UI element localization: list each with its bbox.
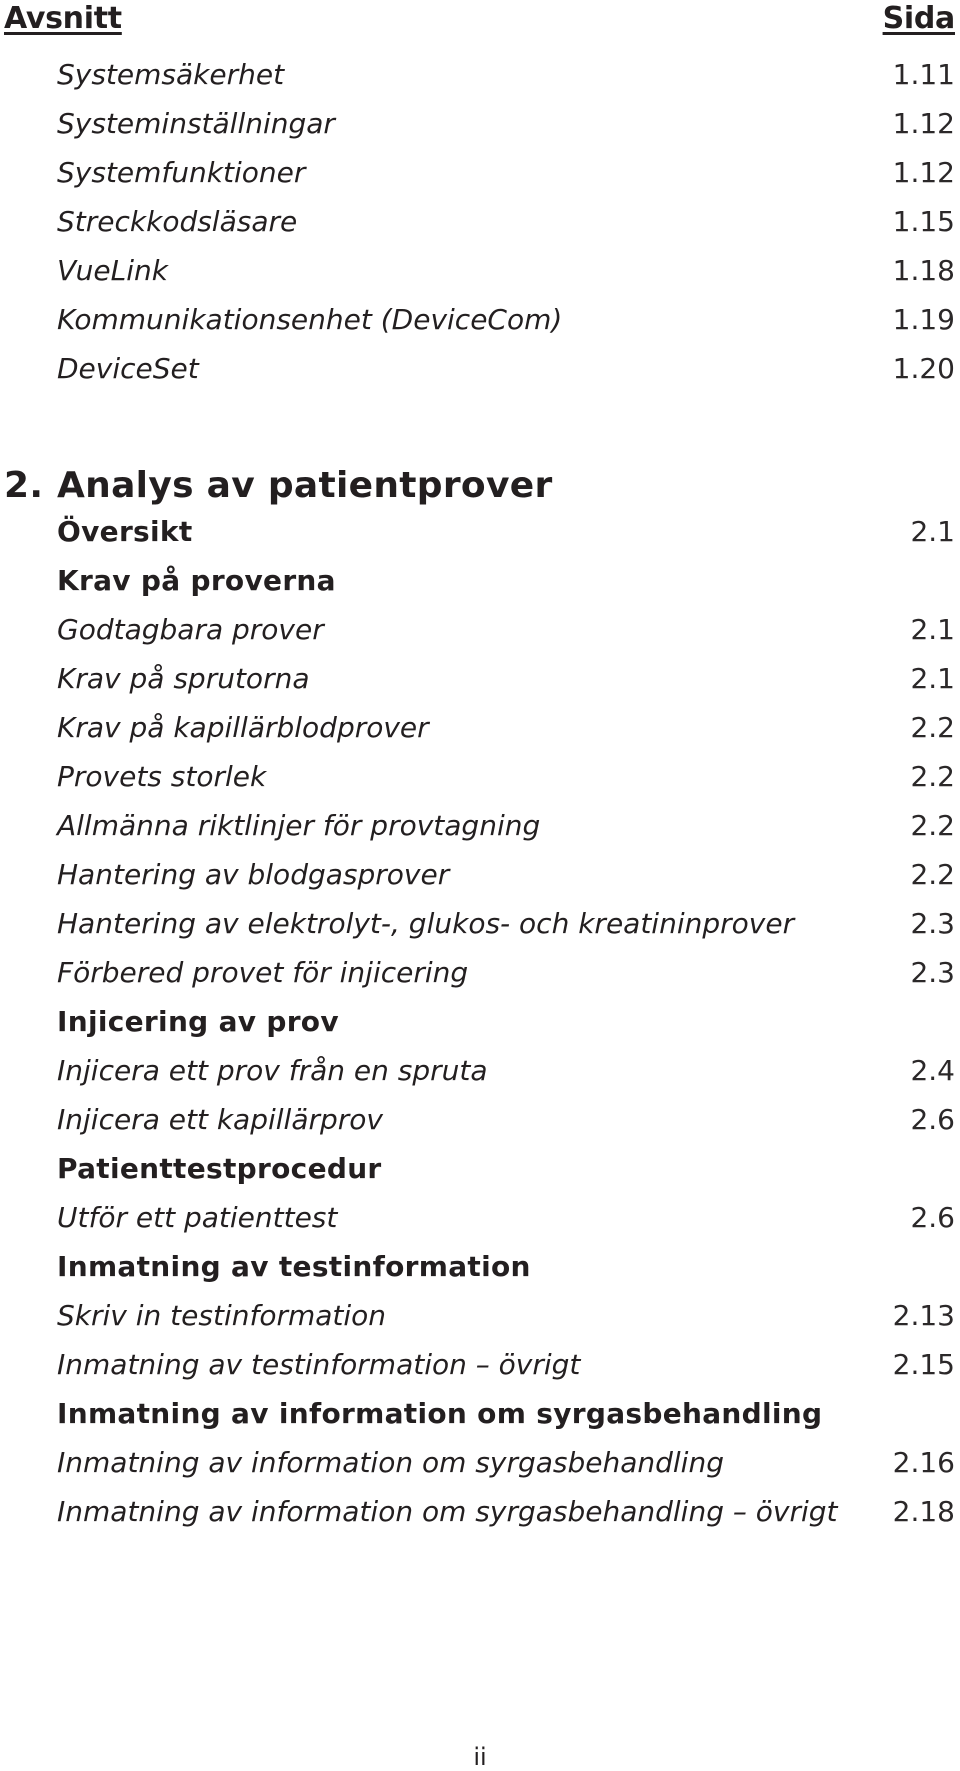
toc-entry <box>57 953 955 993</box>
toc-entry-page: 1.15 <box>892 205 955 238</box>
toc-entry-page: 2.16 <box>892 1446 955 1479</box>
toc-entry-label: Inmatning av information om syrgasbehandling <box>57 1446 724 1479</box>
toc-entry-page: 2.6 <box>910 1201 955 1234</box>
toc-entry-page: 1.20 <box>892 352 955 385</box>
toc-entry <box>57 904 955 944</box>
toc-entry-label: Kommunikationsenhet (DeviceCom) <box>57 303 563 336</box>
toc-entry-label: DeviceSet <box>57 352 199 385</box>
toc-entry-label: Hantering av elektrolyt-, glukos- och kreatininprover <box>57 907 795 940</box>
toc-entry-label: Godtagbara prover <box>57 613 324 646</box>
toc-entry <box>57 1492 955 1532</box>
toc-entry <box>57 1100 955 1140</box>
toc-entry-page: 2.6 <box>910 1103 955 1136</box>
toc-header-page: Sida <box>882 1 955 36</box>
toc-entry-page: 1.11 <box>892 58 955 91</box>
toc-entry-label: VueLink <box>57 254 168 287</box>
toc-entry-label: Utför ett patienttest <box>57 1201 338 1234</box>
toc-entry-label: Krav på proverna <box>57 564 336 597</box>
toc-entry-page: 1.12 <box>892 156 955 189</box>
toc-entry-label: Inmatning av information om syrgasbehandling – övrigt <box>57 1495 838 1528</box>
toc-entry-label: Provets storlek <box>57 760 267 793</box>
toc-entry-label: Inmatning av testinformation <box>57 1250 531 1283</box>
toc-entry-label: Systemsäkerhet <box>57 58 285 91</box>
toc-entry <box>57 1198 955 1238</box>
toc-entry-label: Systemfunktioner <box>57 156 306 189</box>
toc-entry-page: 2.15 <box>892 1348 955 1381</box>
toc-entry-page: 2.2 <box>910 760 955 793</box>
toc-entry <box>57 757 955 797</box>
toc-entry-label: Förbered provet för injicering <box>57 956 469 989</box>
toc-entry-label: Översikt <box>57 515 193 548</box>
toc-entry-label: Injicera ett prov från en spruta <box>57 1054 488 1087</box>
toc-entry-page: 2.1 <box>910 662 955 695</box>
toc-subheading <box>57 561 955 601</box>
toc-entry-page: 1.12 <box>892 107 955 140</box>
toc-entry-label: Krav på sprutorna <box>57 662 310 695</box>
toc-entry <box>57 202 955 242</box>
toc-subheading <box>57 1394 955 1434</box>
toc-entry <box>57 708 955 748</box>
toc-entry <box>57 1051 955 1091</box>
toc-entry-page: 2.2 <box>910 858 955 891</box>
toc-entry <box>57 300 955 340</box>
toc-header-section: Avsnitt <box>4 1 122 36</box>
toc-entry <box>57 806 955 846</box>
chapter-title: Analys av patientprover <box>57 464 553 506</box>
toc-entry <box>57 349 955 389</box>
toc-entry-page: 2.1 <box>910 515 955 548</box>
toc-subheading <box>57 1002 955 1042</box>
toc-entry-page: 2.13 <box>892 1299 955 1332</box>
toc-entry <box>57 251 955 291</box>
toc-entry-label: Hantering av blodgasprover <box>57 858 450 891</box>
toc-subheading <box>57 1149 955 1189</box>
toc-entry-label: Krav på kapillärblodprover <box>57 711 429 744</box>
toc-entry-page: 2.1 <box>910 613 955 646</box>
toc-entry <box>57 153 955 193</box>
toc-entry-label: Injicering av prov <box>57 1005 339 1038</box>
toc-entry <box>57 659 955 699</box>
toc-entry <box>57 1296 955 1336</box>
toc-entry-label: Inmatning av testinformation – övrigt <box>57 1348 581 1381</box>
toc-entry-page: 2.2 <box>910 711 955 744</box>
toc-subheading <box>57 1247 955 1287</box>
toc-entry-label: Patienttestprocedur <box>57 1152 382 1185</box>
toc-entry <box>57 104 955 144</box>
toc-entry-label: Inmatning av information om syrgasbehandling <box>57 1397 823 1430</box>
chapter-2-heading <box>4 462 553 508</box>
toc-entry <box>57 1443 955 1483</box>
toc-entry-page: 1.19 <box>892 303 955 336</box>
toc-entry-page: 1.18 <box>892 254 955 287</box>
toc-entry-label: Streckkodsläsare <box>57 205 298 238</box>
toc-entry-page: 2.3 <box>910 956 955 989</box>
chapter-number: 2. <box>4 464 44 506</box>
toc-entry-label: Systeminställningar <box>57 107 335 140</box>
toc-entry-page: 2.2 <box>910 809 955 842</box>
toc-entry <box>57 855 955 895</box>
toc-entry-label: Allmänna riktlinjer för provtagning <box>57 809 541 842</box>
toc-entry-page: 2.3 <box>910 907 955 940</box>
toc-entry <box>57 55 955 95</box>
toc-entry <box>57 1345 955 1385</box>
footer-page-number: ii <box>473 1743 487 1771</box>
toc-entry-page: 2.18 <box>892 1495 955 1528</box>
toc-entry-page: 2.4 <box>910 1054 955 1087</box>
toc-subheading <box>57 512 955 552</box>
toc-entry-label: Skriv in testinformation <box>57 1299 387 1332</box>
toc-entry-label: Injicera ett kapillärprov <box>57 1103 383 1136</box>
toc-entry <box>57 610 955 650</box>
